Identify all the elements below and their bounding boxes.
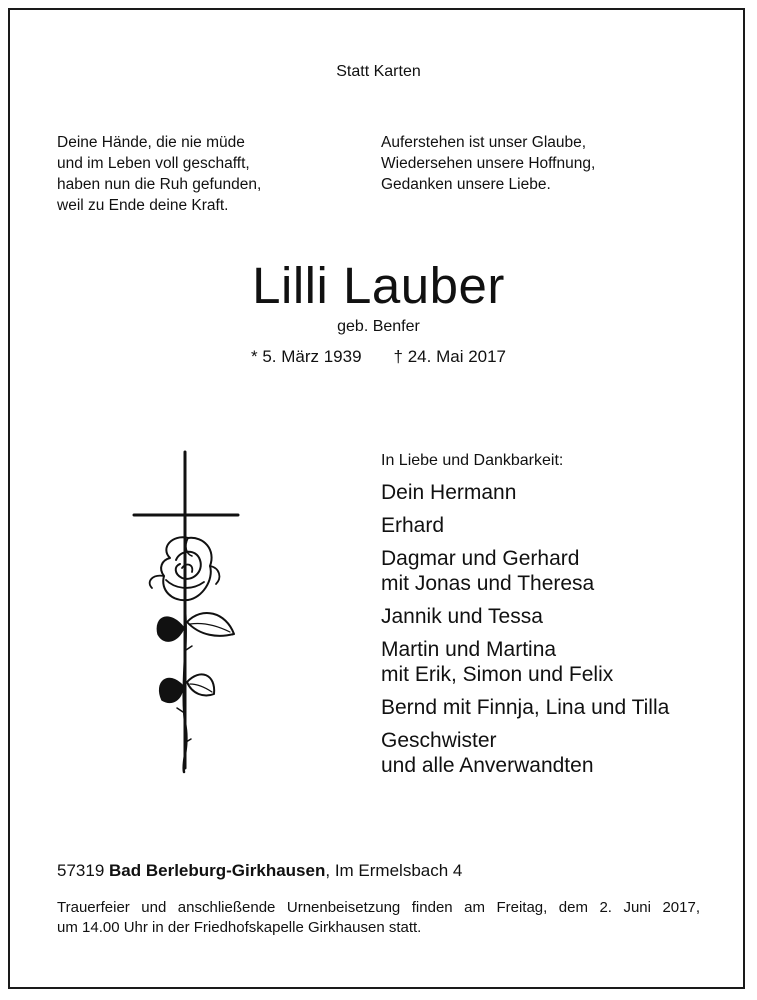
mourner-line: und alle Anverwandten [381,754,594,777]
mourner-line: Jannik und Tessa [381,605,543,628]
poem-left-line: haben nun die Ruh gefunden, [57,176,262,193]
city: Bad Berleburg-Girkhausen [109,861,326,880]
list-item [381,513,669,538]
header-title: Statt Karten [336,63,421,80]
poem-left-line: weil zu Ende deine Kraft. [57,197,229,214]
mourner-line: Geschwister [381,729,497,752]
mourner-line: Martin und Martina [381,638,557,661]
address [57,861,462,881]
list-item [381,480,669,505]
mourner-line: mit Jonas und Theresa [381,572,595,595]
funeral-line: um 14.00 Uhr in der Friedhofskapelle Girkhausen statt. [57,919,422,936]
cross-rose-icon [130,450,245,775]
life-dates [0,347,757,367]
poem-right-line: Gedanken unsere Liebe. [381,176,551,193]
list-item [381,637,669,687]
list-item [381,546,669,596]
deceased-name: Lilli Lauber [252,257,505,314]
mourner-line: Erhard [381,514,445,537]
poem-left-line: und im Leben voll geschafft, [57,155,250,172]
birth-date: * 5. März 1939 [250,347,362,366]
street: Im Ermelsbach 4 [334,861,463,880]
postal-code: 57319 [57,861,105,880]
funeral-info [57,898,700,938]
mourner-line: Bernd mit Finnja, Lina und Tilla [381,696,670,719]
poem-right [381,132,595,195]
poem-left-line: Deine Hände, die nie müde [57,134,245,151]
poem-left [57,132,261,216]
mourner-line: mit Erik, Simon und Felix [381,663,614,686]
mourners-list [381,480,669,786]
poem-right-line: Wiedersehen unsere Hoffnung, [381,155,596,172]
list-item [381,695,669,720]
address-separator: , [325,861,331,880]
funeral-line: Trauerfeier und anschließende Urnenbeisetzung finden am Freitag, dem 2. Juni 2017, [57,899,700,916]
mourner-line: Dagmar und Gerhard [381,547,580,570]
mourner-line: Dein Hermann [381,481,517,504]
mourners-intro: In Liebe und Dankbarkeit: [381,452,564,469]
poem-right-line: Auferstehen ist unser Glaube, [381,134,587,151]
list-item [381,604,669,629]
maiden-name: geb. Benfer [337,318,420,335]
list-item [381,728,669,778]
death-date: † 24. Mai 2017 [393,347,507,366]
